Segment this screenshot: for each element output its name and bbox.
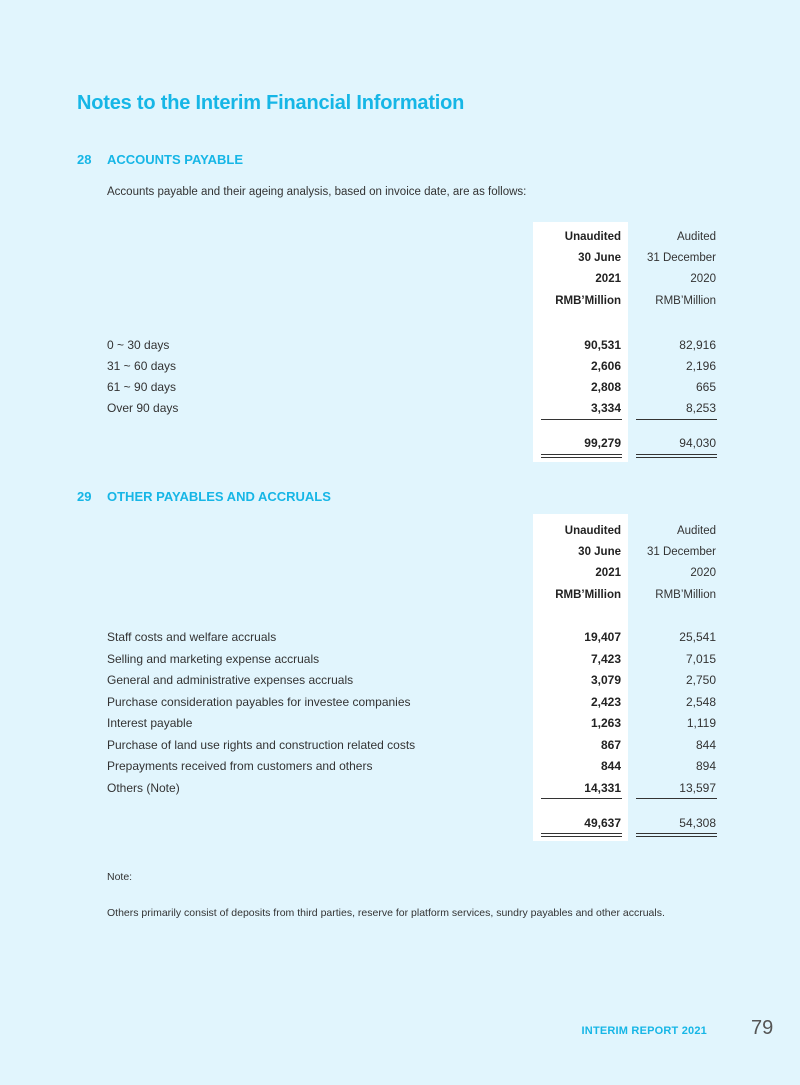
table-row [0,714,800,732]
table-row [0,671,800,689]
section-28-header-row [0,292,800,310]
row-label: 61 ~ 90 days [107,380,177,394]
total-2021: 49,637 [584,816,621,830]
header-cell: 2020 [690,567,716,579]
total-row [0,814,800,832]
row-label: Prepayments received from customers and others [107,759,373,773]
value-2020: 25,541 [679,630,716,644]
row-label: Others (Note) [107,781,180,795]
value-2021: 867 [600,738,621,752]
header-cell: RMB’Million [555,295,621,307]
row-label: Staff costs and welfare accruals [107,630,277,644]
header-cell: 30 June [578,546,621,558]
row-label: Purchase of land use rights and construction related costs [107,738,416,752]
page-title: Notes to the Interim Financial Information [77,92,465,114]
total-double-rule [541,833,622,837]
table-row [0,757,800,775]
value-2020: 844 [695,738,716,752]
section-28-number: 28 [77,152,92,167]
section-28-header-row [0,249,800,267]
header-cell: 31 December [646,252,716,264]
section-28-header-row [0,228,800,246]
header-cell: Audited [676,231,716,243]
page-number: 79 [751,1017,774,1039]
value-2021: 7,423 [590,652,621,666]
value-2020: 8,253 [685,401,716,415]
value-2020: 1,119 [686,716,716,730]
row-label: Interest payable [107,716,193,730]
header-cell: Audited [676,525,716,537]
section-28-intro: Accounts payable and their ageing analysis, based on invoice date, are as follows: [107,186,527,198]
row-label: General and administrative expenses accruals [107,673,354,687]
row-label: Purchase consideration payables for investee companies [107,695,411,709]
table-row [0,693,800,711]
header-cell: 31 December [646,546,716,558]
table-row [0,357,800,375]
table-row [0,399,800,417]
total-2021: 99,279 [584,436,621,450]
row-label: Selling and marketing expense accruals [107,652,320,666]
subtotal-rule [636,419,717,420]
section-29-header-row [0,522,800,540]
header-cell: 2021 [595,567,621,579]
value-2021: 2,808 [590,380,621,394]
value-2020: 13,597 [679,781,716,795]
value-2021: 90,531 [584,338,621,352]
subtotal-rule [541,419,622,420]
table-row [0,736,800,754]
header-cell: Unaudited [564,525,621,537]
total-double-rule [541,454,622,458]
footer-report-title: INTERIM REPORT 2021 [581,1025,707,1037]
value-2020: 2,548 [685,695,716,709]
header-cell: RMB’Million [655,295,716,307]
table-row [0,628,800,646]
header-cell: RMB’Million [555,589,621,601]
header-cell: 2020 [690,273,716,285]
total-2020: 94,030 [679,436,716,450]
value-2021: 844 [600,759,621,773]
section-28-title: ACCOUNTS PAYABLE [107,152,244,167]
table-row [0,378,800,396]
value-2021: 2,606 [590,359,621,373]
value-2020: 2,196 [685,359,716,373]
value-2020: 82,916 [679,338,716,352]
value-2021: 14,331 [584,781,621,795]
subtotal-rule [636,798,717,799]
section-29-header-row [0,564,800,582]
row-label: 0 ~ 30 days [107,338,170,352]
total-2020: 54,308 [679,816,716,830]
value-2021: 19,407 [584,630,621,644]
row-label: 31 ~ 60 days [107,359,177,373]
total-double-rule [636,454,717,458]
subtotal-rule [541,798,622,799]
value-2020: 894 [695,759,716,773]
value-2020: 7,015 [685,652,716,666]
table-row [0,779,800,797]
value-2020: 665 [695,380,716,394]
section-28-header-row [0,270,800,288]
section-29-title: OTHER PAYABLES AND ACCRUALS [107,489,331,504]
table-row [0,336,800,354]
total-row [0,434,800,452]
value-2021: 3,079 [590,673,621,687]
value-2021: 1,263 [590,716,621,730]
value-2020: 2,750 [685,673,716,687]
row-label: Over 90 days [107,401,179,415]
note-label: Note: [107,871,133,883]
header-cell: 2021 [595,273,621,285]
value-2021: 3,334 [590,401,621,415]
header-cell: 30 June [578,252,621,264]
section-29-number: 29 [77,489,92,504]
value-2021: 2,423 [590,695,621,709]
note-text: Others primarily consist of deposits from third parties, reserve for platform services, sundry payables and other accruals. [107,907,665,919]
total-double-rule [636,833,717,837]
header-cell: RMB’Million [655,589,716,601]
section-29-header-row [0,543,800,561]
section-29-header-row [0,586,800,604]
table-row [0,650,800,668]
header-cell: Unaudited [564,231,621,243]
